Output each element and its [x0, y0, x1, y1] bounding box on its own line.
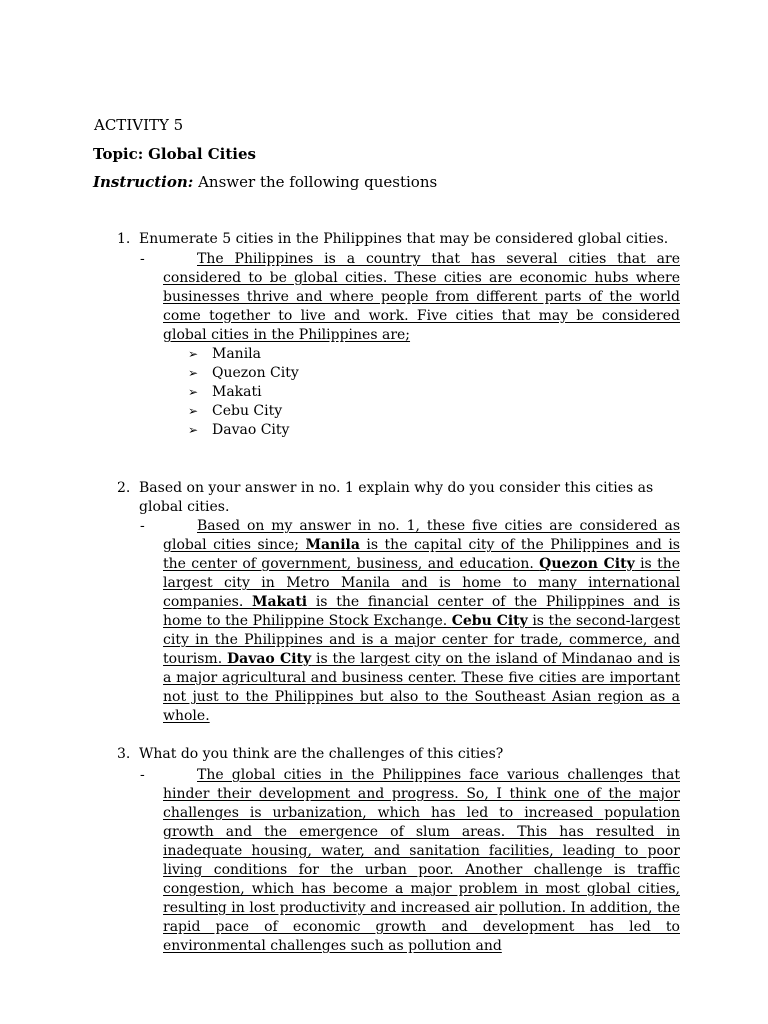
arrow-bullet-icon: ➢ — [188, 385, 199, 399]
list-item: ➢ Makati — [188, 384, 262, 400]
answer-text: The Philippines is a country that has several cities that are considered to be global cities. These cities are economic hubs where businesses thrive and where people from different parts of the world come together to live and work. Five cities that may be considered global cities in the Philippines are; — [163, 251, 680, 343]
question-text: What do you think are the challenges of this cities? — [139, 746, 504, 762]
city-name: Makati — [251, 594, 308, 610]
topic-label: Topic: — [93, 145, 144, 163]
instruction-line — [93, 173, 437, 192]
list-item: ➢ Davao City — [188, 422, 290, 438]
question-number: 2. — [117, 480, 131, 496]
question-number: 1. — [117, 231, 131, 247]
answer-2 — [140, 517, 680, 726]
answer-text: The global cities in the Philippines face various challenges that hinder their development and progress. So, I think one of the major challenges is urbanization, which has led to increased population growth and the emergence of slum areas. This has resulted in inadequate housing, water, and sanitation facilities, leading to poor living conditions for the urban poor. Another challenge is traffic congestion, which has become a major problem in most global cities, resulting in lost productivity and increased air pollution. In addition, the rapid pace of economic growth and development has led to environmental challenges such as pollution and — [163, 767, 680, 954]
answer-3 — [140, 766, 680, 956]
topic-value: Global Cities — [148, 145, 256, 163]
list-item: ➢ Manila — [188, 346, 261, 362]
arrow-bullet-icon: ➢ — [188, 347, 199, 361]
arrow-bullet-icon: ➢ — [188, 404, 199, 418]
question-number: 3. — [117, 746, 131, 762]
question-text: Enumerate 5 cities in the Philippines that may be considered global cities. — [139, 231, 669, 247]
list-item: ➢ Quezon City — [188, 365, 299, 381]
list-item: ➢ Cebu City — [188, 403, 283, 419]
city-list — [188, 345, 299, 440]
question-2 — [117, 479, 677, 517]
question-text: Based on your answer in no. 1 explain why do you consider this cities as global cities. — [139, 480, 654, 515]
arrow-bullet-icon: ➢ — [188, 366, 199, 380]
answer-dash: - — [140, 518, 145, 534]
topic-line — [93, 145, 256, 164]
answer-1 — [140, 250, 680, 345]
city-name: Cebu City — [451, 613, 528, 629]
arrow-bullet-icon: ➢ — [188, 423, 199, 437]
answer-dash: - — [140, 251, 145, 267]
city-name: Quezon City — [539, 556, 635, 572]
city-name: Manila — [305, 537, 360, 553]
answer-text: Based on my answer in no. 1, these five cities are considered as global cities since; Manila is the capital city of the Philippines and is the center of government, business, and education. Quezon City is the largest city in Metro Manila and is home to many international companies. Makati is the financial center of the Philippines and is home to the Philippine Stock Exchange. Cebu City is the second-largest city in the Philippines and is a major center for trade, commerce, and tourism. Davao City is the largest city on the island of Mindanao and is a major agricultural and business center. These five cities are important not just to the Philippines but also to the Southeast Asian region as a whole. — [163, 518, 681, 724]
question-1 — [117, 230, 677, 249]
instruction-label: Instruction: — [93, 173, 194, 191]
activity-title: ACTIVITY 5 — [94, 116, 184, 134]
instruction-value: Answer the following questions — [198, 173, 438, 191]
answer-dash: - — [140, 767, 145, 783]
question-3 — [117, 745, 677, 764]
city-name: Davao City — [227, 651, 312, 667]
